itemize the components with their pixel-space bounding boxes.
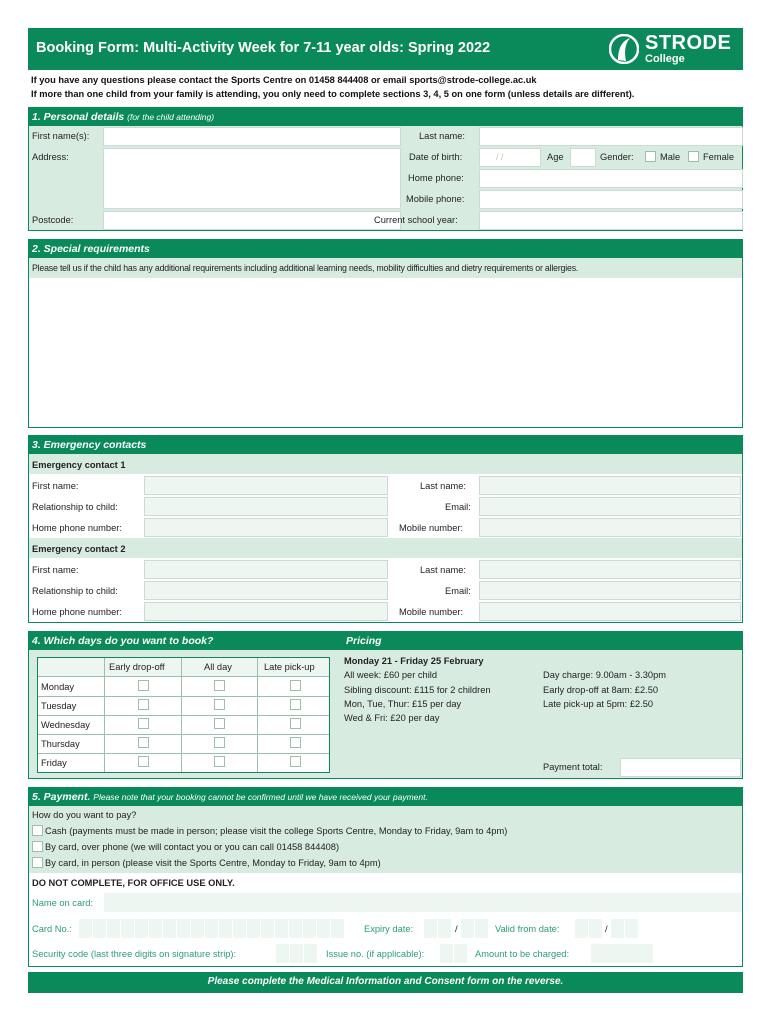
header-bar: [28, 28, 743, 70]
friday-allday-checkbox[interactable]: [214, 756, 225, 767]
c2-last-name-input[interactable]: [479, 560, 741, 579]
amount-input[interactable]: [591, 944, 653, 963]
section-5-note: Please note that your booking cannot be confirmed until we have received your payment.: [93, 792, 428, 802]
card-digit-box[interactable]: [289, 919, 302, 938]
logo-sub: College: [645, 53, 685, 65]
contact-2-heading: Emergency contact 2: [32, 544, 126, 554]
c2-mobile-label: Mobile number:: [399, 607, 464, 617]
section-5-title: 5. Payment.: [32, 791, 91, 803]
pricing-dates: Monday 21 - Friday 25 February: [344, 656, 484, 666]
female-checkbox[interactable]: [688, 151, 699, 162]
requirements-input[interactable]: [29, 278, 742, 427]
dob-input[interactable]: [479, 148, 541, 167]
tuesday-early-checkbox[interactable]: [138, 699, 149, 710]
day-friday: Friday: [41, 758, 67, 768]
col-allday: All day: [204, 662, 232, 672]
thursday-late-checkbox[interactable]: [290, 737, 301, 748]
school-year-label: Current school year:: [374, 215, 458, 225]
price-sibling: Sibling discount: £115 for 2 children: [344, 685, 491, 695]
c1-first-name-label: First name:: [32, 481, 79, 491]
pay-inperson-checkbox[interactable]: [32, 857, 43, 868]
price-wed-fri: Wed & Fri: £20 per day: [344, 713, 440, 723]
age-label: Age: [547, 152, 564, 162]
expiry-slash: /: [455, 924, 458, 934]
expiry-box-1[interactable]: [424, 919, 437, 938]
day-thursday: Thursday: [41, 739, 80, 749]
c2-email-label: Email:: [445, 586, 471, 596]
last-name-input[interactable]: [479, 127, 743, 146]
section-payment: [28, 787, 743, 967]
security-box-2[interactable]: [290, 944, 303, 963]
expiry-box-2[interactable]: [438, 919, 451, 938]
c2-first-name-input[interactable]: [144, 560, 388, 579]
card-number-boxes[interactable]: [79, 919, 349, 938]
logo-name: STRODE: [645, 32, 732, 54]
c1-last-name-label: Last name:: [420, 481, 466, 491]
c1-mobile-label: Mobile number:: [399, 523, 464, 533]
pricing-title: Pricing: [346, 635, 382, 647]
c1-last-name-input[interactable]: [479, 476, 741, 495]
strode-logo-icon: [609, 34, 639, 64]
section-1-title: 1. Personal details: [32, 111, 125, 123]
male-label: Male: [660, 152, 681, 162]
card-digit-box[interactable]: [233, 919, 246, 938]
issue-box-1[interactable]: [440, 944, 453, 963]
friday-early-checkbox[interactable]: [138, 756, 149, 767]
c1-relationship-input[interactable]: [144, 497, 388, 516]
c1-email-label: Email:: [445, 502, 471, 512]
card-digit-box[interactable]: [107, 919, 120, 938]
c2-relationship-input[interactable]: [144, 581, 388, 600]
valid-box-1[interactable]: [575, 919, 588, 938]
card-digit-box[interactable]: [331, 919, 344, 938]
intro-contact: If you have any questions please contact the Sports Centre on 01458 844408 or email sports@strode-college.ac.uk: [31, 75, 537, 85]
c1-home-phone-label: Home phone number:: [32, 523, 122, 533]
last-name-label: Last name:: [419, 131, 465, 141]
valid-from-label: Valid from date:: [495, 924, 560, 934]
c2-email-input[interactable]: [479, 581, 741, 600]
card-digit-box[interactable]: [149, 919, 162, 938]
dob-label: Date of birth:: [409, 152, 463, 162]
requirements-prompt: Please tell us if the child has any additional requirements including additional learning needs, mobility difficulties and dietry requirements or allergies.: [32, 263, 579, 273]
valid-box-3[interactable]: [611, 919, 624, 938]
address-label: Address:: [32, 152, 69, 162]
pay-phone-checkbox[interactable]: [32, 841, 43, 852]
gender-label: Gender:: [600, 152, 634, 162]
monday-early-checkbox[interactable]: [138, 680, 149, 691]
address-input[interactable]: [103, 148, 401, 209]
pay-cash-checkbox[interactable]: [32, 825, 43, 836]
section-3-title: 3. Emergency contacts: [32, 439, 147, 451]
day-monday: Monday: [41, 682, 75, 692]
valid-box-2[interactable]: [589, 919, 602, 938]
days-table: [37, 657, 330, 773]
c2-home-phone-label: Home phone number:: [32, 607, 122, 617]
male-checkbox[interactable]: [645, 151, 656, 162]
valid-slash: /: [605, 924, 608, 934]
wednesday-allday-checkbox[interactable]: [214, 718, 225, 729]
name-on-card-label: Name on card:: [32, 898, 93, 908]
footer-note: Please complete the Medical Information and Consent form on the reverse.: [28, 972, 743, 993]
first-names-input[interactable]: [103, 127, 401, 146]
section-special-requirements: [28, 239, 743, 428]
thursday-early-checkbox[interactable]: [138, 737, 149, 748]
card-digit-box[interactable]: [79, 919, 92, 938]
tuesday-late-checkbox[interactable]: [290, 699, 301, 710]
c1-relationship-label: Relationship to child:: [32, 502, 118, 512]
c2-mobile-input[interactable]: [479, 602, 741, 621]
card-digit-box[interactable]: [177, 919, 190, 938]
school-year-input[interactable]: [479, 211, 743, 230]
card-digit-box[interactable]: [275, 919, 288, 938]
pay-cash-label: Cash (payments must be made in person; please visit the college Sports Centre, Monday to Friday, 9am to 4pm): [45, 826, 508, 836]
c1-email-input[interactable]: [479, 497, 741, 516]
female-label: Female: [703, 152, 735, 162]
c1-mobile-input[interactable]: [479, 518, 741, 537]
c1-home-phone-input[interactable]: [144, 518, 388, 537]
contact-1-heading: Emergency contact 1: [32, 460, 126, 470]
issue-box-2[interactable]: [454, 944, 467, 963]
section-1-subtitle: (for the child attending): [127, 112, 215, 122]
name-on-card-input[interactable]: [104, 893, 742, 912]
card-digit-box[interactable]: [303, 919, 316, 938]
pay-question: How do you want to pay?: [32, 810, 137, 820]
valid-box-4[interactable]: [625, 919, 638, 938]
monday-allday-checkbox[interactable]: [214, 680, 225, 691]
c2-relationship-label: Relationship to child:: [32, 586, 118, 596]
age-input[interactable]: [570, 148, 596, 167]
home-phone-input[interactable]: [479, 169, 743, 188]
card-digit-box[interactable]: [205, 919, 218, 938]
col-early: Early drop-off: [109, 662, 165, 672]
card-digit-box[interactable]: [261, 919, 274, 938]
card-digit-box[interactable]: [317, 919, 330, 938]
pay-phone-label: By card, over phone (we will contact you or you can call 01458 844408): [45, 842, 340, 852]
c1-first-name-input[interactable]: [144, 476, 388, 495]
pay-inperson-label: By card, in person (please visit the Sports Centre, Monday to Friday, 9am to 4pm): [45, 858, 381, 868]
section-4-header: [29, 632, 742, 650]
price-early-dropoff: Early drop-off at 8am: £2.50: [543, 685, 659, 695]
section-booking-days: [28, 631, 743, 779]
form-title: Booking Form: Multi-Activity Week for 7-11 year olds: Spring 2022: [36, 40, 491, 56]
price-mon-tue-thur: Mon, Tue, Thur: £15 per day: [344, 699, 462, 709]
postcode-label: Postcode:: [32, 215, 74, 225]
office-only-heading: DO NOT COMPLETE, FOR OFFICE USE ONLY.: [32, 878, 235, 888]
day-wednesday: Wednesday: [41, 720, 90, 730]
home-phone-label: Home phone:: [408, 173, 464, 183]
thursday-allday-checkbox[interactable]: [214, 737, 225, 748]
card-digit-box[interactable]: [247, 919, 260, 938]
price-all-week: All week: £60 per child: [344, 670, 438, 680]
expiry-label: Expiry date:: [364, 924, 414, 934]
section-3-header: [29, 436, 742, 454]
payment-total-label: Payment total:: [543, 762, 603, 772]
section-5-header: [29, 788, 742, 806]
first-names-label: First name(s):: [32, 131, 90, 141]
c2-last-name-label: Last name:: [420, 565, 466, 575]
section-emergency-contacts: [28, 435, 743, 623]
wednesday-early-checkbox[interactable]: [138, 718, 149, 729]
friday-late-checkbox[interactable]: [290, 756, 301, 767]
tuesday-allday-checkbox[interactable]: [214, 699, 225, 710]
section-2-title: 2. Special requirements: [32, 243, 150, 255]
strode-logo: [607, 32, 737, 66]
security-box-3[interactable]: [304, 944, 317, 963]
dob-separators: / /: [496, 152, 504, 162]
amount-label: Amount to be charged:: [475, 949, 570, 959]
card-digit-box[interactable]: [135, 919, 148, 938]
wednesday-late-checkbox[interactable]: [290, 718, 301, 729]
payment-total-input[interactable]: [620, 758, 741, 777]
section-2-header: [29, 240, 742, 258]
price-day-charge: Day charge: 9.00am - 3.30pm: [543, 670, 666, 680]
mobile-phone-label: Mobile phone:: [406, 194, 465, 204]
expiry-box-4[interactable]: [475, 919, 488, 938]
expiry-box-3[interactable]: [461, 919, 474, 938]
mobile-phone-input[interactable]: [479, 190, 743, 209]
col-late: Late pick-up: [264, 662, 315, 672]
section-personal-details: [28, 107, 743, 231]
card-digit-box[interactable]: [163, 919, 176, 938]
issue-no-label: Issue no. (if applicable):: [326, 949, 425, 959]
monday-late-checkbox[interactable]: [290, 680, 301, 691]
postcode-input[interactable]: [103, 211, 401, 230]
card-digit-box[interactable]: [121, 919, 134, 938]
card-digit-box[interactable]: [93, 919, 106, 938]
intro-siblings: If more than one child from your family is attending, you only need to complete sections 3, 4, 5 on one form (unless details are different).: [31, 89, 635, 99]
section-1-header: [29, 108, 742, 126]
day-tuesday: Tuesday: [41, 701, 77, 711]
security-code-label: Security code (last three digits on signature strip):: [32, 949, 237, 959]
c2-home-phone-input[interactable]: [144, 602, 388, 621]
section-4-title: 4. Which days do you want to book?: [32, 635, 214, 647]
c2-first-name-label: First name:: [32, 565, 79, 575]
price-late-pickup: Late pick-up at 5pm: £2.50: [543, 699, 654, 709]
card-digit-box[interactable]: [219, 919, 232, 938]
card-digit-box[interactable]: [191, 919, 204, 938]
security-box-1[interactable]: [276, 944, 289, 963]
card-no-label: Card No.:: [32, 924, 72, 934]
